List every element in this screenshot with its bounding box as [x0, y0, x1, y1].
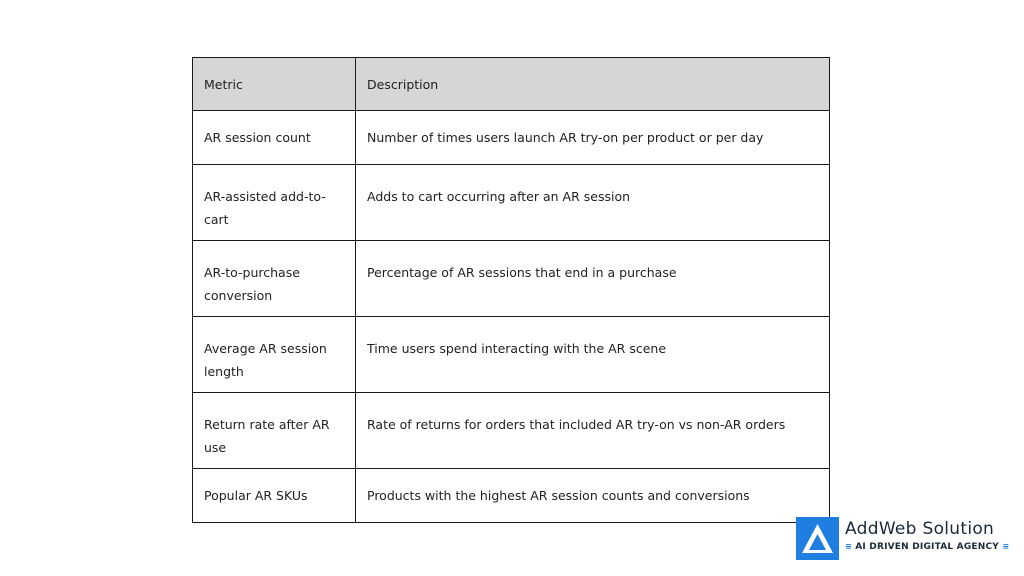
header-metric: Metric [193, 58, 356, 111]
header-description: Description [356, 58, 830, 111]
addweb-logo-icon [796, 517, 839, 560]
table-row [193, 241, 830, 317]
logo-tagline [845, 542, 1009, 552]
metric-cell: AR-assisted add-to-cart [193, 165, 356, 241]
table-row [193, 393, 830, 469]
metric-cell: AR-to-purchase conversion [193, 241, 356, 317]
table-header-row [193, 58, 830, 111]
metric-cell: Return rate after AR use [193, 393, 356, 469]
description-cell: Percentage of AR sessions that end in a purchase [356, 241, 830, 317]
metric-cell: Average AR session length [193, 317, 356, 393]
description-cell: Products with the highest AR session counts and conversions [356, 469, 830, 523]
tagline-right-decoration-icon: ≡ [1002, 542, 1010, 551]
description-cell: Rate of returns for orders that included AR try-on vs non-AR orders [356, 393, 830, 469]
description-cell: Time users spend interacting with the AR scene [356, 317, 830, 393]
description-cell: Adds to cart occurring after an AR session [356, 165, 830, 241]
brand-logo [796, 517, 1010, 561]
logo-name: AddWeb Solution [845, 519, 995, 539]
tagline-left-decoration-icon: ≡ [845, 542, 852, 551]
metric-cell: Popular AR SKUs [193, 469, 356, 523]
table-row [193, 317, 830, 393]
table-row [193, 111, 830, 165]
description-cell: Number of times users launch AR try-on per product or per day [356, 111, 830, 165]
metrics-table [192, 57, 830, 523]
table-row [193, 165, 830, 241]
metric-cell: AR session count [193, 111, 356, 165]
table-row [193, 469, 830, 523]
logo-tagline-text: AI DRIVEN DIGITAL AGENCY [855, 542, 1000, 552]
